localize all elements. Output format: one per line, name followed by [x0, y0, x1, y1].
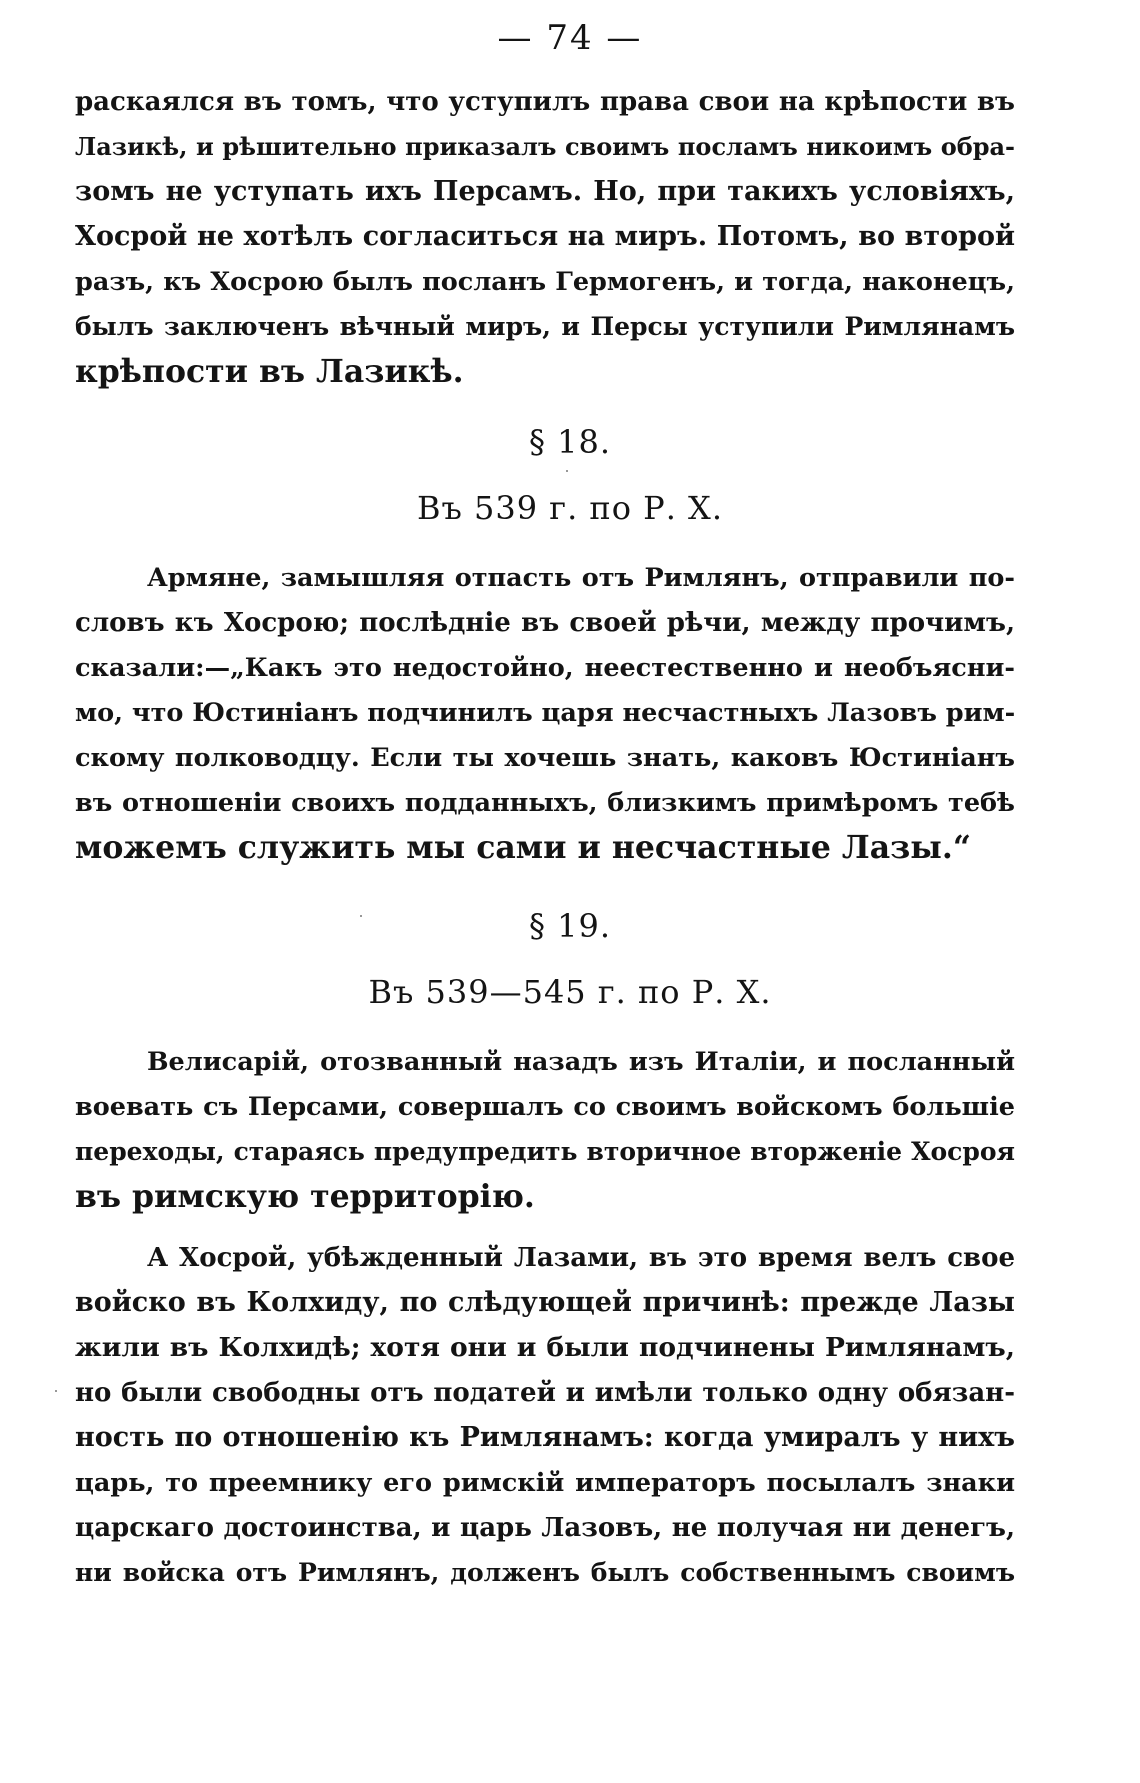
- text-line: мо, что Юстиніанъ подчинилъ царя несчастныхъ Лазовъ рим-: [75, 698, 1016, 728]
- text-line: Хосрой не хотѣлъ согласиться на миръ. Потомъ, во второй: [75, 221, 1015, 252]
- scan-speck: [360, 915, 362, 917]
- scan-speck: [55, 1390, 57, 1392]
- text-line: А Хосрой, убѣжденный Лазами, въ это время велъ свое: [147, 1243, 1015, 1273]
- section-18-title: § 18.: [528, 423, 612, 461]
- text-line: можемъ служить мы сами и несчастные Лазы.“: [75, 829, 971, 866]
- section-18-date: Въ 539 г. по Р. Х.: [417, 489, 723, 527]
- page-number: — 74 —: [497, 18, 643, 58]
- text-line: ни войска отъ Римлянъ, долженъ былъ собственнымъ своимъ: [75, 1558, 1015, 1587]
- text-line: жили въ Колхидѣ; хотя они и были подчинены Римлянамъ,: [75, 1332, 1015, 1363]
- text-line: но были свободны отъ податей и имѣли только одну обязан-: [75, 1378, 1015, 1408]
- scan-speck: [566, 470, 568, 472]
- text-line: разъ, къ Хосрою былъ посланъ Гермогенъ, и тогда, наконецъ,: [75, 267, 1015, 297]
- text-line: Велисарій, отозванный назадъ изъ Италіи, и посланный: [147, 1047, 1015, 1077]
- text-line: былъ заключенъ вѣчный миръ, и Персы уступили Римлянамъ: [75, 312, 1015, 341]
- text-line: зомъ не уступать ихъ Персамъ. Но, при такихъ условіяхъ,: [75, 176, 1015, 207]
- text-line: словъ къ Хосрою; послѣдніе въ своей рѣчи, между прочимъ,: [75, 608, 1015, 638]
- text-line: царь, то преемнику его римскій императоръ посылалъ знаки: [75, 1468, 1015, 1498]
- text-line: Армяне, замышляя отпасть отъ Римлянъ, отправили по-: [147, 563, 1015, 593]
- text-line: въ римскую территорію.: [75, 1178, 535, 1215]
- text-line: раскаялся въ томъ, что уступилъ права свои на крѣпости въ: [75, 87, 1015, 117]
- text-line: царскаго достоинства, и царь Лазовъ, не получая ни денегъ,: [75, 1513, 1015, 1543]
- section-19-title: § 19.: [528, 907, 612, 945]
- text-line: Лазикѣ, и рѣшительно приказалъ своимъ посламъ никоимъ обра-: [75, 132, 1015, 161]
- text-line: крѣпости въ Лазикѣ.: [75, 353, 464, 390]
- text-line: воевать съ Персами, совершалъ со своимъ войскомъ большіе: [75, 1092, 1015, 1122]
- text-line: сказали:—„Какъ это недостойно, неестественно и необъясни-: [75, 653, 1015, 683]
- section-19-date: Въ 539—545 г. по Р. Х.: [368, 973, 772, 1011]
- text-line: въ отношеніи своихъ подданныхъ, близкимъ примѣромъ тебѣ: [75, 788, 1015, 818]
- text-line: войско въ Колхиду, по слѣдующей причинѣ: прежде Лазы: [75, 1287, 1015, 1318]
- text-line: скому полководцу. Если ты хочешь знать, каковъ Юстиніанъ: [75, 743, 1015, 773]
- text-line: переходы, стараясь предупредить вторичное вторженіе Хосроя: [75, 1137, 1015, 1166]
- text-line: ность по отношенію къ Римлянамъ: когда умиралъ у нихъ: [75, 1422, 1015, 1453]
